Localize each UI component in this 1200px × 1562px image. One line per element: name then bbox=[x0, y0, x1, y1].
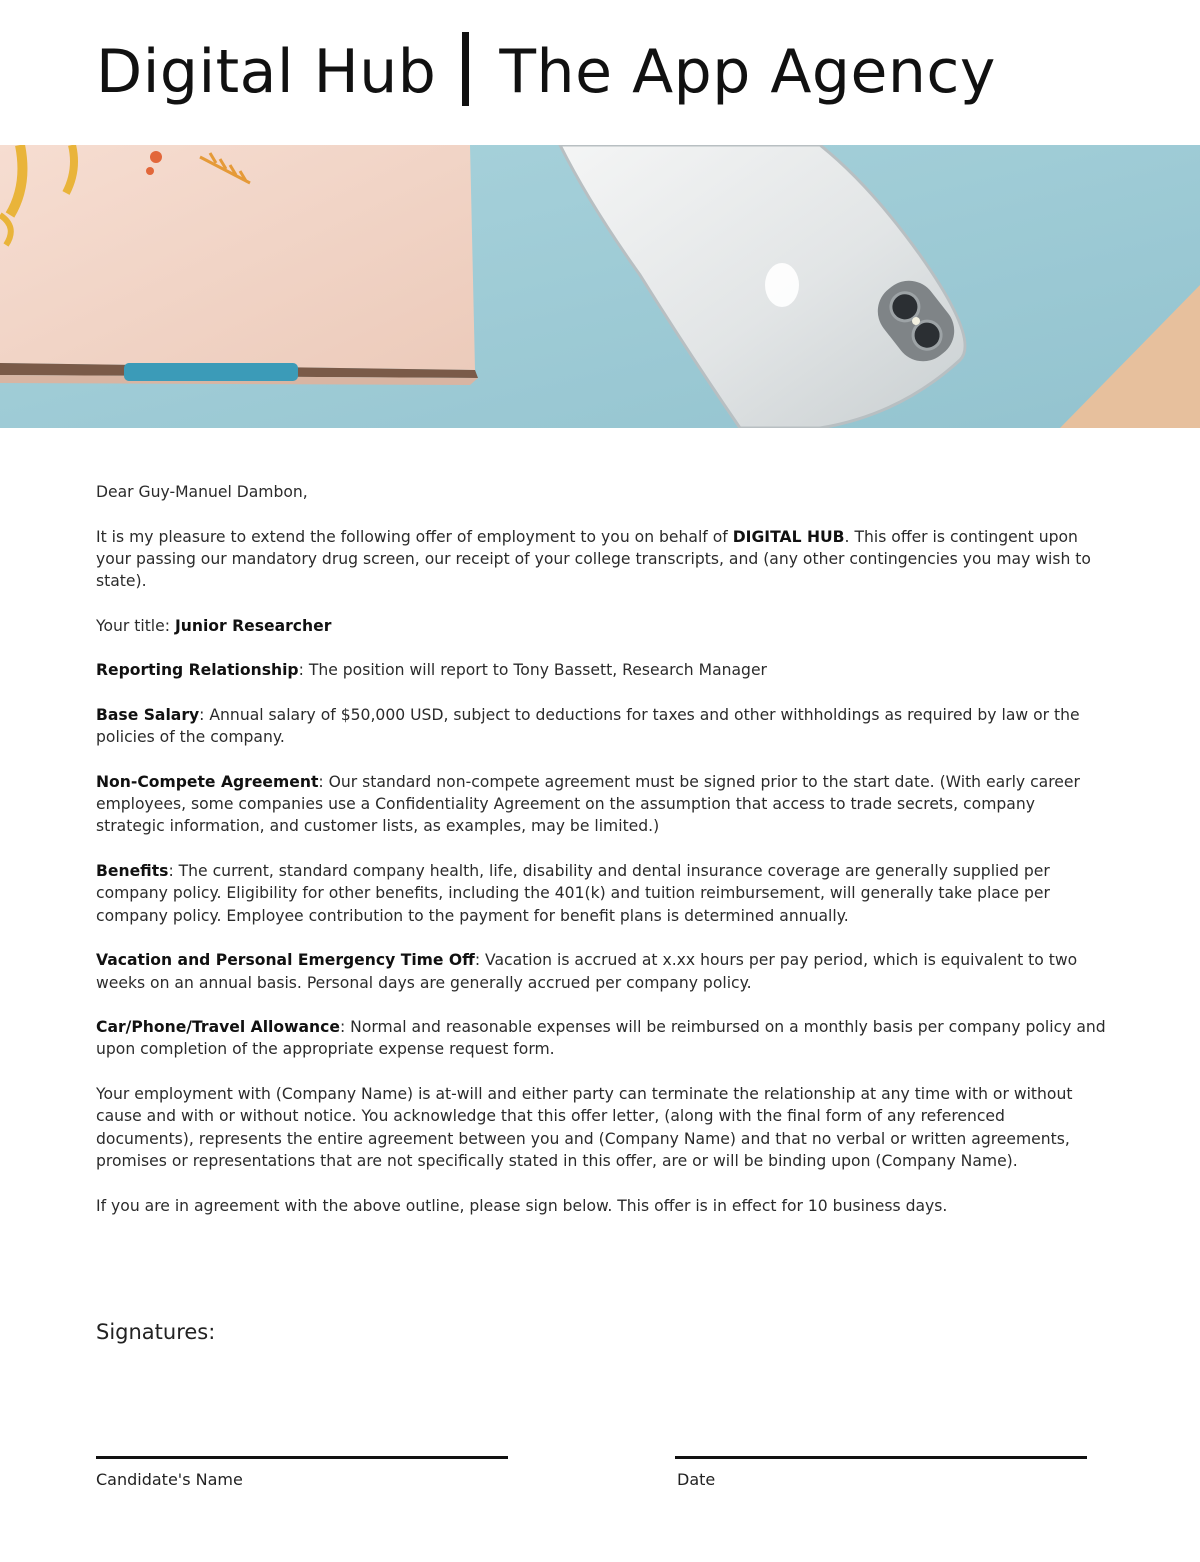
title-value: Junior Researcher bbox=[174, 616, 332, 635]
allowance-label: Car/Phone/Travel Allowance bbox=[96, 1018, 340, 1037]
banner-image bbox=[0, 145, 1200, 428]
benefits-text: : The current, standard company health, life, disability and dental insurance coverage are generally supplied per company policy. Eligibility for other benefits, including the 401(k) and tuition reimbursement, will generally take place per company policy. Employee contribution to the payment for benefit plans is determined annually. bbox=[96, 862, 1050, 925]
date-label: Date bbox=[677, 1470, 716, 1489]
reporting-text: : The position will report to Tony Bassett, Research Manager bbox=[298, 661, 767, 680]
salary-label: Base Salary bbox=[96, 705, 200, 724]
reporting-paragraph bbox=[96, 659, 1106, 681]
title-separator bbox=[462, 32, 469, 106]
page-title bbox=[96, 30, 996, 114]
desk-phone-photo-icon bbox=[0, 145, 1200, 428]
vacation-text: : Vacation is accrued at x.xx hours per pay period, which is equivalent to two weeks on an annual basis. Personal days are generally accrued per company policy. bbox=[96, 951, 1078, 992]
salary-paragraph bbox=[96, 704, 1106, 749]
intro-text: It is my pleasure to extend the following offer of employment to you on behalf of bbox=[96, 527, 733, 546]
noncompete-paragraph bbox=[96, 771, 1106, 838]
candidate-signature-line bbox=[96, 1456, 508, 1459]
candidate-name-label: Candidate's Name bbox=[96, 1470, 243, 1489]
vacation-label: Vacation and Personal Emergency Time Off bbox=[96, 951, 475, 970]
company-tagline: The App Agency bbox=[499, 37, 996, 107]
date-signature-line bbox=[675, 1456, 1087, 1459]
salary-text: : Annual salary of $50,000 USD, subject to deductions for taxes and other withholdings as required by law or the policies of the company. bbox=[96, 705, 1080, 747]
atwill-paragraph: Your employment with (Company Name) is at-will and either party can terminate the relationship at any time with or without cause and with or without notice. You acknowledge that this offer letter, (along with the final form of any referenced documents), represents the entire agreement between you and (Company Name) and that no verbal or written agreements, promises or representations that are not specifically stated in this offer, are or will be binding upon (Company Name). bbox=[96, 1085, 1073, 1170]
vacation-paragraph bbox=[96, 949, 1106, 994]
intro-paragraph bbox=[96, 526, 1106, 593]
intro-company: DIGITAL HUB bbox=[732, 527, 845, 546]
letter-body bbox=[96, 481, 1106, 1239]
allowance-paragraph bbox=[96, 1016, 1106, 1061]
benefits-label: Benefits bbox=[96, 862, 169, 881]
company-name: Digital Hub bbox=[96, 37, 437, 107]
signatures-heading: Signatures: bbox=[96, 1320, 216, 1344]
greeting: Dear Guy-Manuel Dambon, bbox=[96, 483, 308, 501]
noncompete-label: Non-Compete Agreement bbox=[96, 772, 319, 791]
title-label: Your title: bbox=[96, 616, 175, 635]
title-paragraph bbox=[96, 615, 1106, 637]
benefits-paragraph bbox=[96, 860, 1106, 927]
reporting-label: Reporting Relationship bbox=[96, 661, 299, 680]
intro-text-end: . This offer is contingent upon your passing our mandatory drug screen, our receipt of your college transcripts, and (any other contingencies you may wish to state). bbox=[96, 527, 1091, 591]
noncompete-text: : Our standard non-compete agreement must be signed prior to the start date. (With early career employees, some companies use a Confidentiality Agreement on the assumption that access to trade secrets, company strategic information, and customer lists, as examples, may be limited.) bbox=[96, 772, 1080, 836]
allowance-text: : Normal and reasonable expenses will be reimbursed on a monthly basis per company policy and upon completion of the appropriate expense request form. bbox=[96, 1018, 1106, 1059]
closing-paragraph: If you are in agreement with the above outline, please sign below. This offer is in effect for 10 business days. bbox=[96, 1196, 948, 1215]
